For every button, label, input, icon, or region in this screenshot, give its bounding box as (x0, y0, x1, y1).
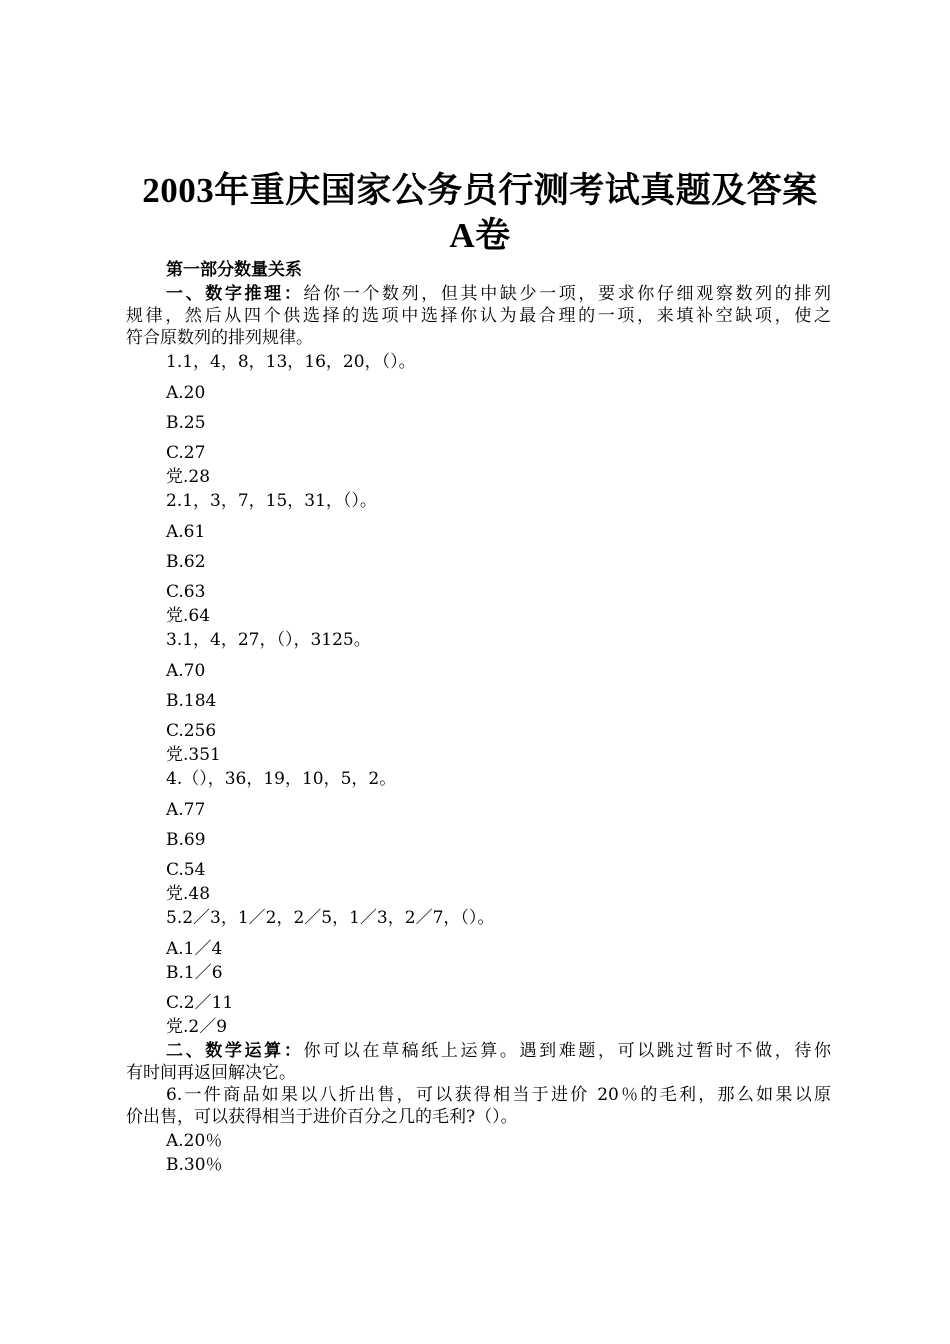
document-subtitle: A卷 (449, 216, 511, 255)
section2-label: 二、数学运算： (166, 1041, 304, 1061)
question-6-stem-line2: 价出售，可以获得相当于进价百分之几的毛利?（）。 (126, 1107, 518, 1127)
question-2-option-a: A.61 (166, 522, 206, 542)
section2-desc-line2: 有时间再返回解决它。 (126, 1063, 296, 1083)
section2-desc-line1: 你可以在草稿纸上运算。遇到难题，可以跳过暂时不做，待你 (303, 1041, 832, 1061)
question-1-stem: 1.1，4，8，13，16，20，（）。 (166, 352, 416, 372)
question-6-option-a: A.20％ (166, 1131, 223, 1151)
part-heading: 第一部分数量关系 (166, 260, 302, 280)
question-1-option-a: A.20 (166, 383, 206, 403)
question-4-option-d: 党.48 (166, 884, 211, 904)
question-1-option-c: C.27 (166, 443, 206, 463)
question-4-option-b: B.69 (166, 830, 206, 850)
question-1-option-b: B.25 (166, 413, 206, 433)
document-title: 2003年重庆国家公务员行测考试真题及答案 (142, 171, 818, 210)
question-4-option-a: A.77 (166, 800, 206, 820)
question-2-option-d: 党.64 (166, 606, 211, 626)
section1-desc-line2: 规律，然后从四个供选择的选项中选择你认为最合理的一项，来填补空缺项，使之 (126, 306, 831, 326)
question-3-option-d: 党.351 (166, 745, 221, 765)
question-3-option-b: B.184 (166, 691, 217, 711)
question-4-stem: 4.（），36，19，10，5，2。 (166, 769, 397, 789)
question-2-stem: 2.1，3，7，15，31，（）。 (166, 491, 377, 511)
question-5-option-d: 党.2／9 (166, 1017, 228, 1037)
section1-intro (166, 283, 831, 305)
question-2-option-b: B.62 (166, 552, 206, 572)
question-3-option-c: C.256 (166, 721, 217, 741)
section1-desc-line3: 符合原数列的排列规律。 (126, 328, 313, 348)
question-5-option-b: B.1／6 (166, 963, 223, 983)
question-6-stem-line1: 6.一件商品如果以八折出售，可以获得相当于进价 20％的毛利，那么如果以原 (166, 1085, 831, 1105)
question-3-stem: 3.1，4，27，（），3125。 (166, 630, 371, 650)
question-4-option-c: C.54 (166, 860, 206, 880)
question-2-option-c: C.63 (166, 582, 206, 602)
question-5-option-a: A.1／4 (166, 939, 223, 959)
section2-intro (166, 1040, 831, 1062)
section1-desc-line1: 给你一个数列，但其中缺少一项，要求你仔细观察数列的排列 (303, 284, 832, 304)
question-5-stem: 5.2／3，1／2，2／5，1／3，2／7，（）。 (166, 908, 495, 928)
question-5-option-c: C.2／11 (166, 993, 234, 1013)
section1-label: 一、数字推理： (166, 284, 304, 304)
question-1-option-d: 党.28 (166, 467, 211, 487)
question-6-option-b: B.30％ (166, 1155, 223, 1175)
question-3-option-a: A.70 (166, 661, 206, 681)
